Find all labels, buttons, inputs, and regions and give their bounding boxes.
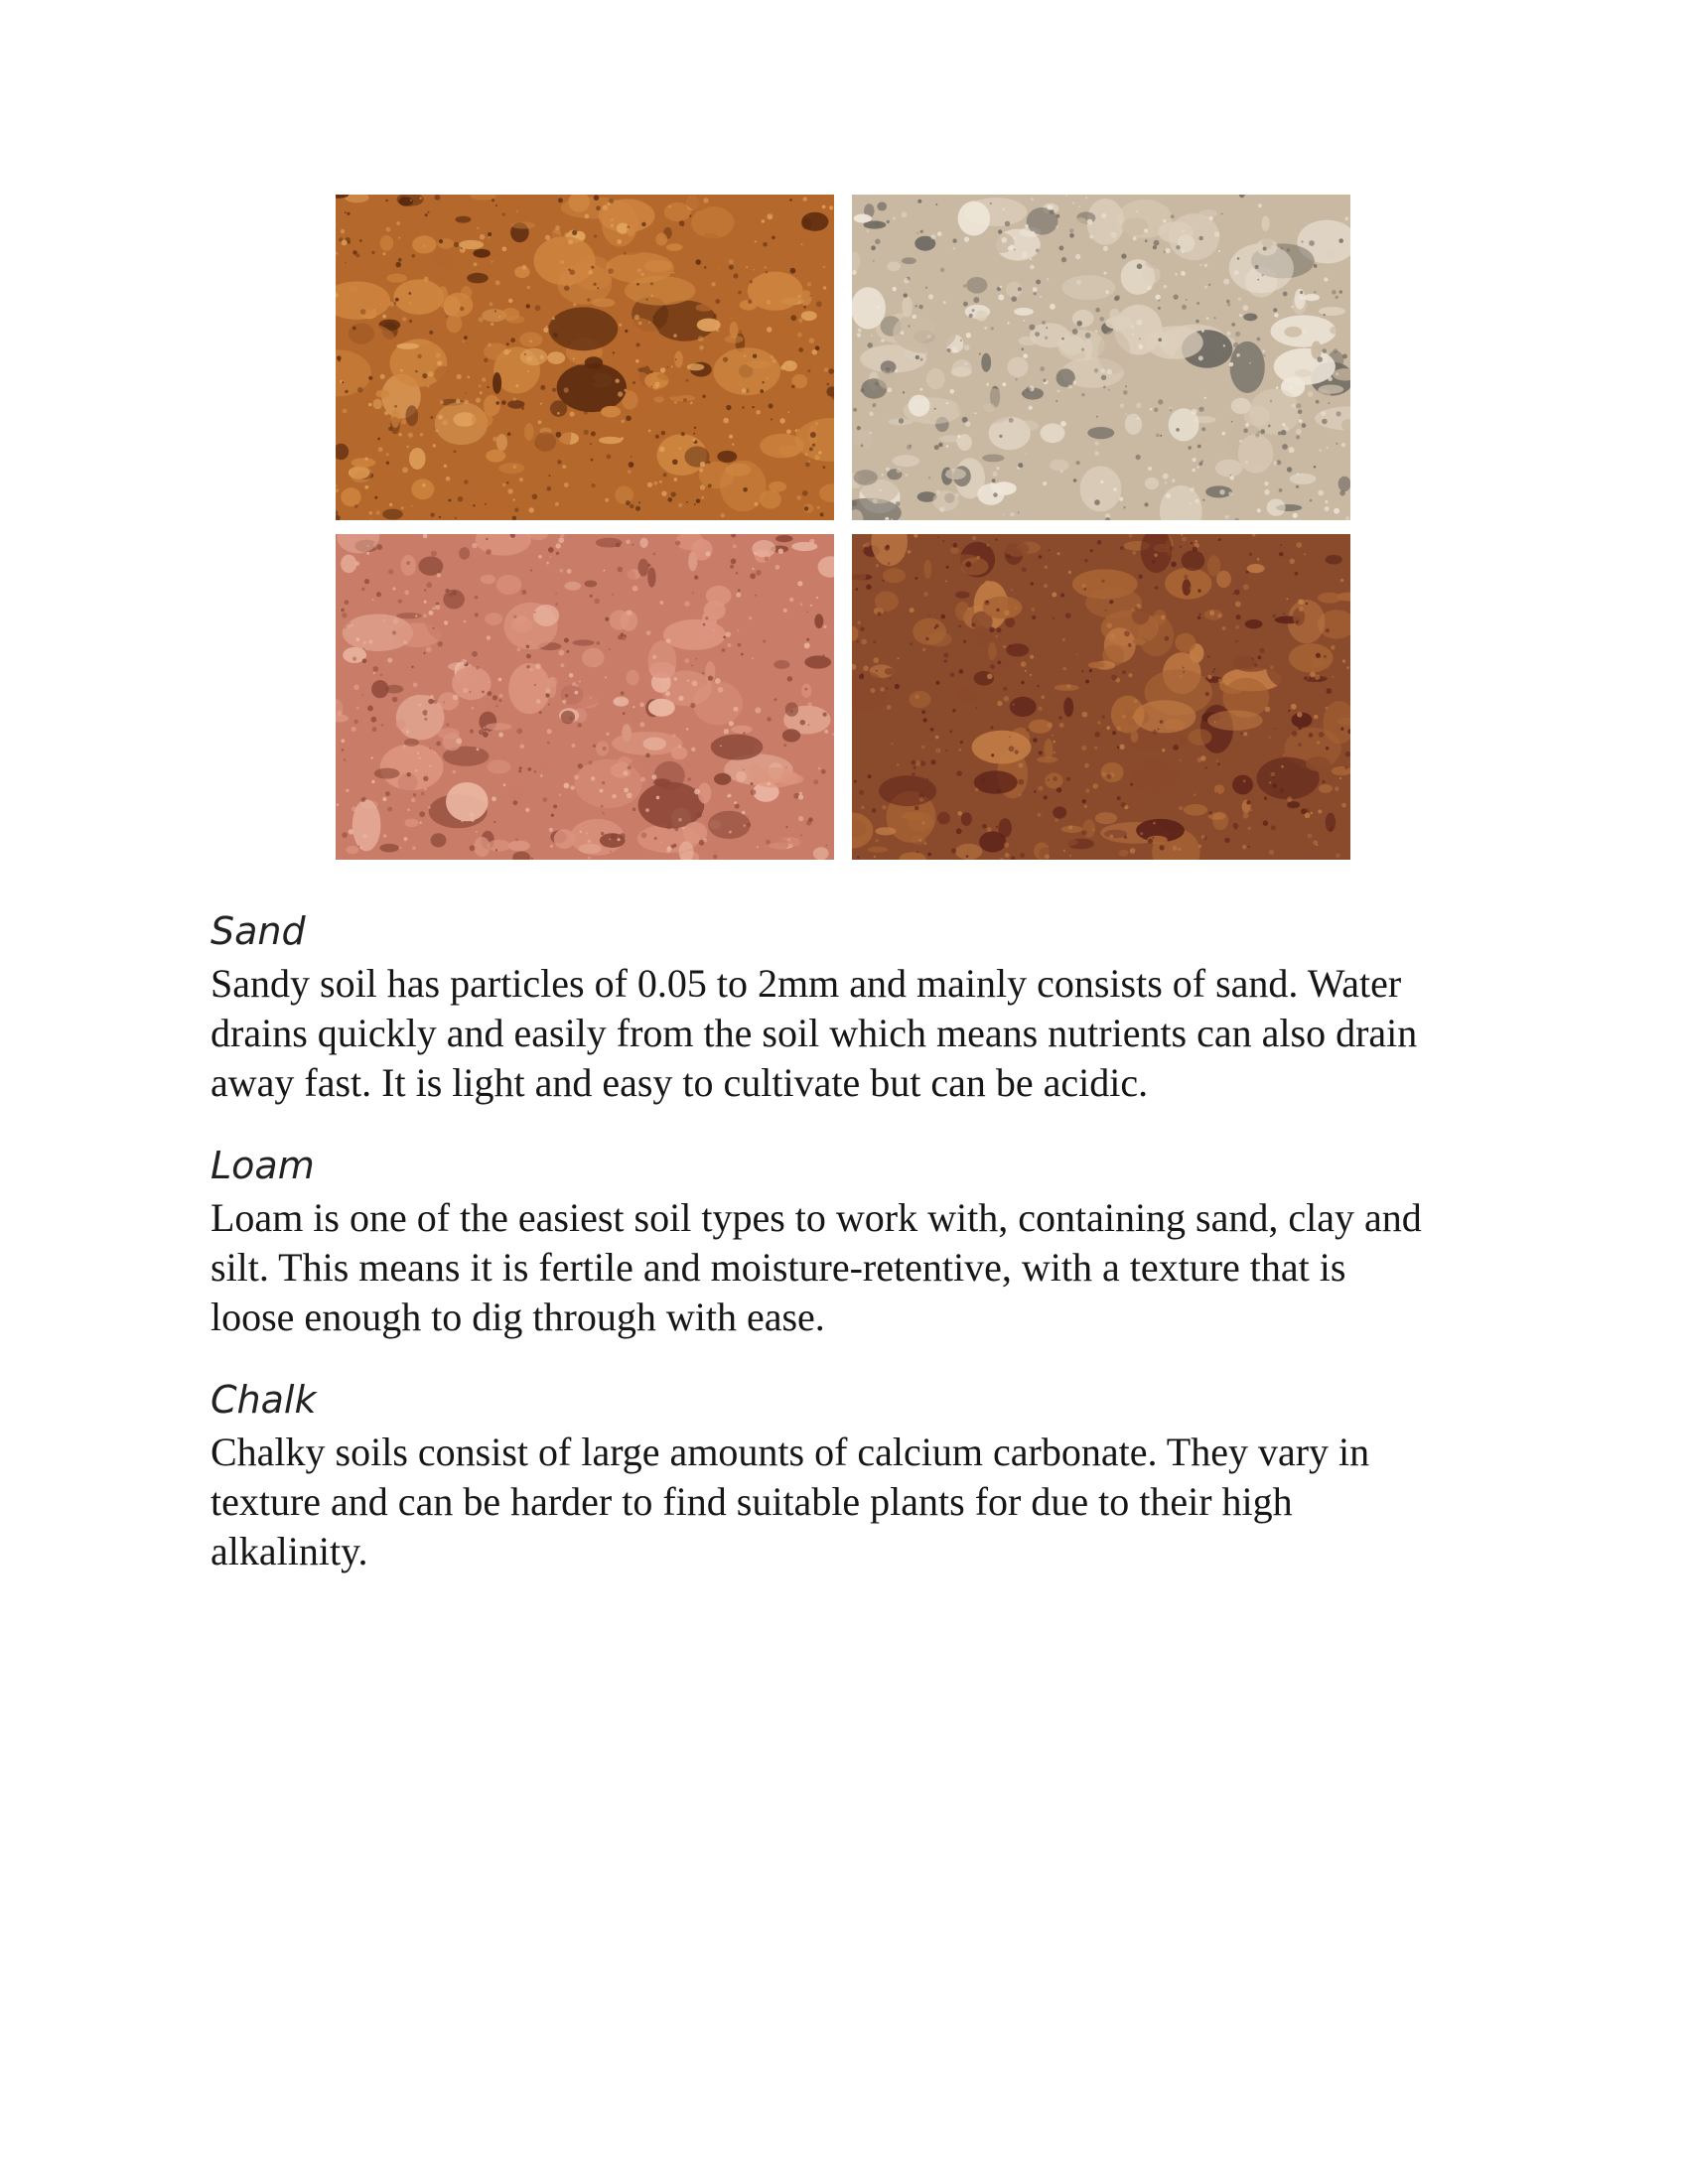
soil-photo	[336, 195, 834, 520]
soil-texture	[852, 195, 1350, 520]
section-sand	[211, 903, 1501, 1108]
section-chalk	[211, 1372, 1501, 1576]
section-loam	[211, 1138, 1501, 1342]
section-paragraph: Sandy soil has particles of 0.05 to 2mm and mainly consists of sand. Water drains quickly and easily from the soil which means nutrients can also drain away fast. It is light and easy to cultivate but can be acidic.	[211, 961, 1418, 1105]
soil-texture	[336, 534, 834, 860]
section-paragraph: Chalky soils consist of large amounts of calcium carbonate. They vary in texture and can be harder to find suitable plants for due to their high alkalinity.	[211, 1430, 1370, 1573]
section-heading: Sand	[211, 909, 306, 953]
soil-photo	[336, 534, 834, 860]
section-paragraph: Loam is one of the easiest soil types to work with, containing sand, clay and silt. This means it is fertile and moisture-retentive, with a texture that is loose enough to dig through with ease.	[211, 1195, 1422, 1339]
section-heading: Loam	[211, 1144, 315, 1187]
section-heading: Chalk	[211, 1378, 317, 1422]
soil-texture	[336, 195, 834, 520]
soil-photo	[852, 534, 1350, 860]
soil-photo-grid	[336, 195, 1352, 860]
soil-texture	[852, 534, 1350, 860]
soil-photo	[852, 195, 1350, 520]
document-body	[211, 903, 1501, 1606]
